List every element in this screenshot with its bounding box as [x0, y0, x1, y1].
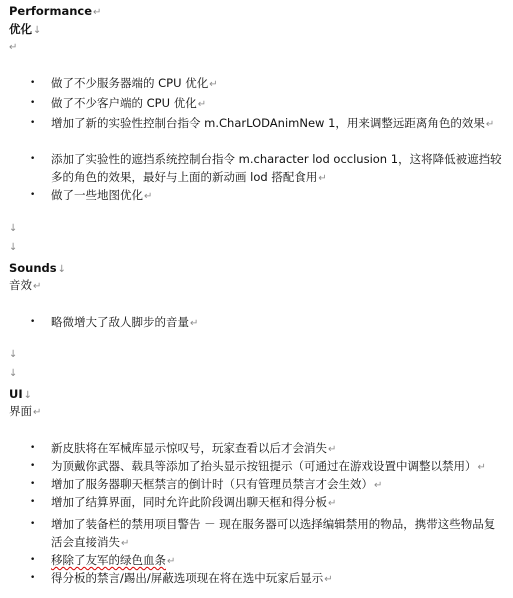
list-item-occlusion-command: 添加了实验性的遮挡系统控制台指令 m.character lod occlusion 1，这将降低被遮挡较多的角色的效果，最好与上面的新动画 lod 搭配食用↵ — [51, 152, 502, 184]
list-item-loadout-banned-warning: 增加了装备栏的禁用项目警告 － 现在服务器可以选择编辑禁用的物品，携带这些物品复活会直接消失↵ — [51, 517, 496, 549]
section-heading-en-sounds: Sounds↓ — [9, 261, 67, 275]
list-item-new-skin-exclamation: 新皮肤将在军械库显示惊叹号，玩家查看以后才会消失↵ — [51, 441, 337, 455]
section-heading-en-performance: Performance↵ — [9, 4, 102, 18]
list-item-cpu-client: 做了不少客户端的 CPU 优化↵ — [51, 96, 207, 110]
section-heading-en-ui: UI↓ — [9, 387, 33, 401]
list-item-charlod-command: 增加了新的实验性控制台指令 m.CharLODAnimNew 1，用来调整远距离角色的效果↵ — [51, 116, 495, 130]
section-heading-cn-sounds: 音效↵ — [9, 278, 42, 292]
list-item-scoreboard-options: 得分板的禁言/踢出/屏蔽选项现在将在选中玩家后显示↵ — [51, 571, 333, 585]
bullet-icon: • — [30, 317, 36, 327]
bullet-icon: • — [30, 118, 36, 128]
line-break-mark: ↓ — [9, 349, 18, 360]
list-item-friendly-health-bar: 移除了友军的绿色血条↵ — [51, 553, 176, 567]
list-item-end-screen: 增加了结算界面，同时允许此阶段调出聊天框和得分板↵ — [51, 495, 337, 509]
bullet-icon: • — [30, 555, 36, 565]
bullet-icon: • — [30, 479, 36, 489]
bullet-icon: • — [30, 573, 36, 583]
list-item-cpu-server: 做了不少服务器端的 CPU 优化↵ — [51, 76, 218, 90]
bullet-icon: • — [30, 190, 36, 200]
bullet-icon: • — [30, 519, 36, 529]
bullet-icon: • — [30, 461, 36, 471]
empty-paragraph: ↵ — [9, 42, 18, 53]
bullet-icon: • — [30, 98, 36, 108]
list-item-mute-countdown: 增加了服务器聊天框禁言的倒计时（只有管理员禁言才会生效）↵ — [51, 477, 383, 491]
list-item-enemy-footsteps: 略微增大了敌人脚步的音量↵ — [51, 315, 199, 329]
line-break-mark: ↓ — [9, 223, 18, 234]
bullet-icon: • — [30, 497, 36, 507]
bullet-icon: • — [30, 154, 36, 164]
section-heading-cn-performance: 优化↓ — [9, 22, 42, 36]
section-heading-cn-ui: 界面↵ — [9, 404, 42, 418]
line-break-mark: ↓ — [9, 242, 18, 253]
bullet-icon: • — [30, 443, 36, 453]
list-item-hud-button-hints: 为顶戴你武器、载具等添加了抬头显示按钮提示（可通过在游戏设置中调整以禁用）↵ — [51, 459, 486, 473]
bullet-icon: • — [30, 78, 36, 88]
line-break-mark: ↓ — [9, 368, 18, 379]
list-item-map-optimization: 做了一些地图优化↵ — [51, 188, 153, 202]
